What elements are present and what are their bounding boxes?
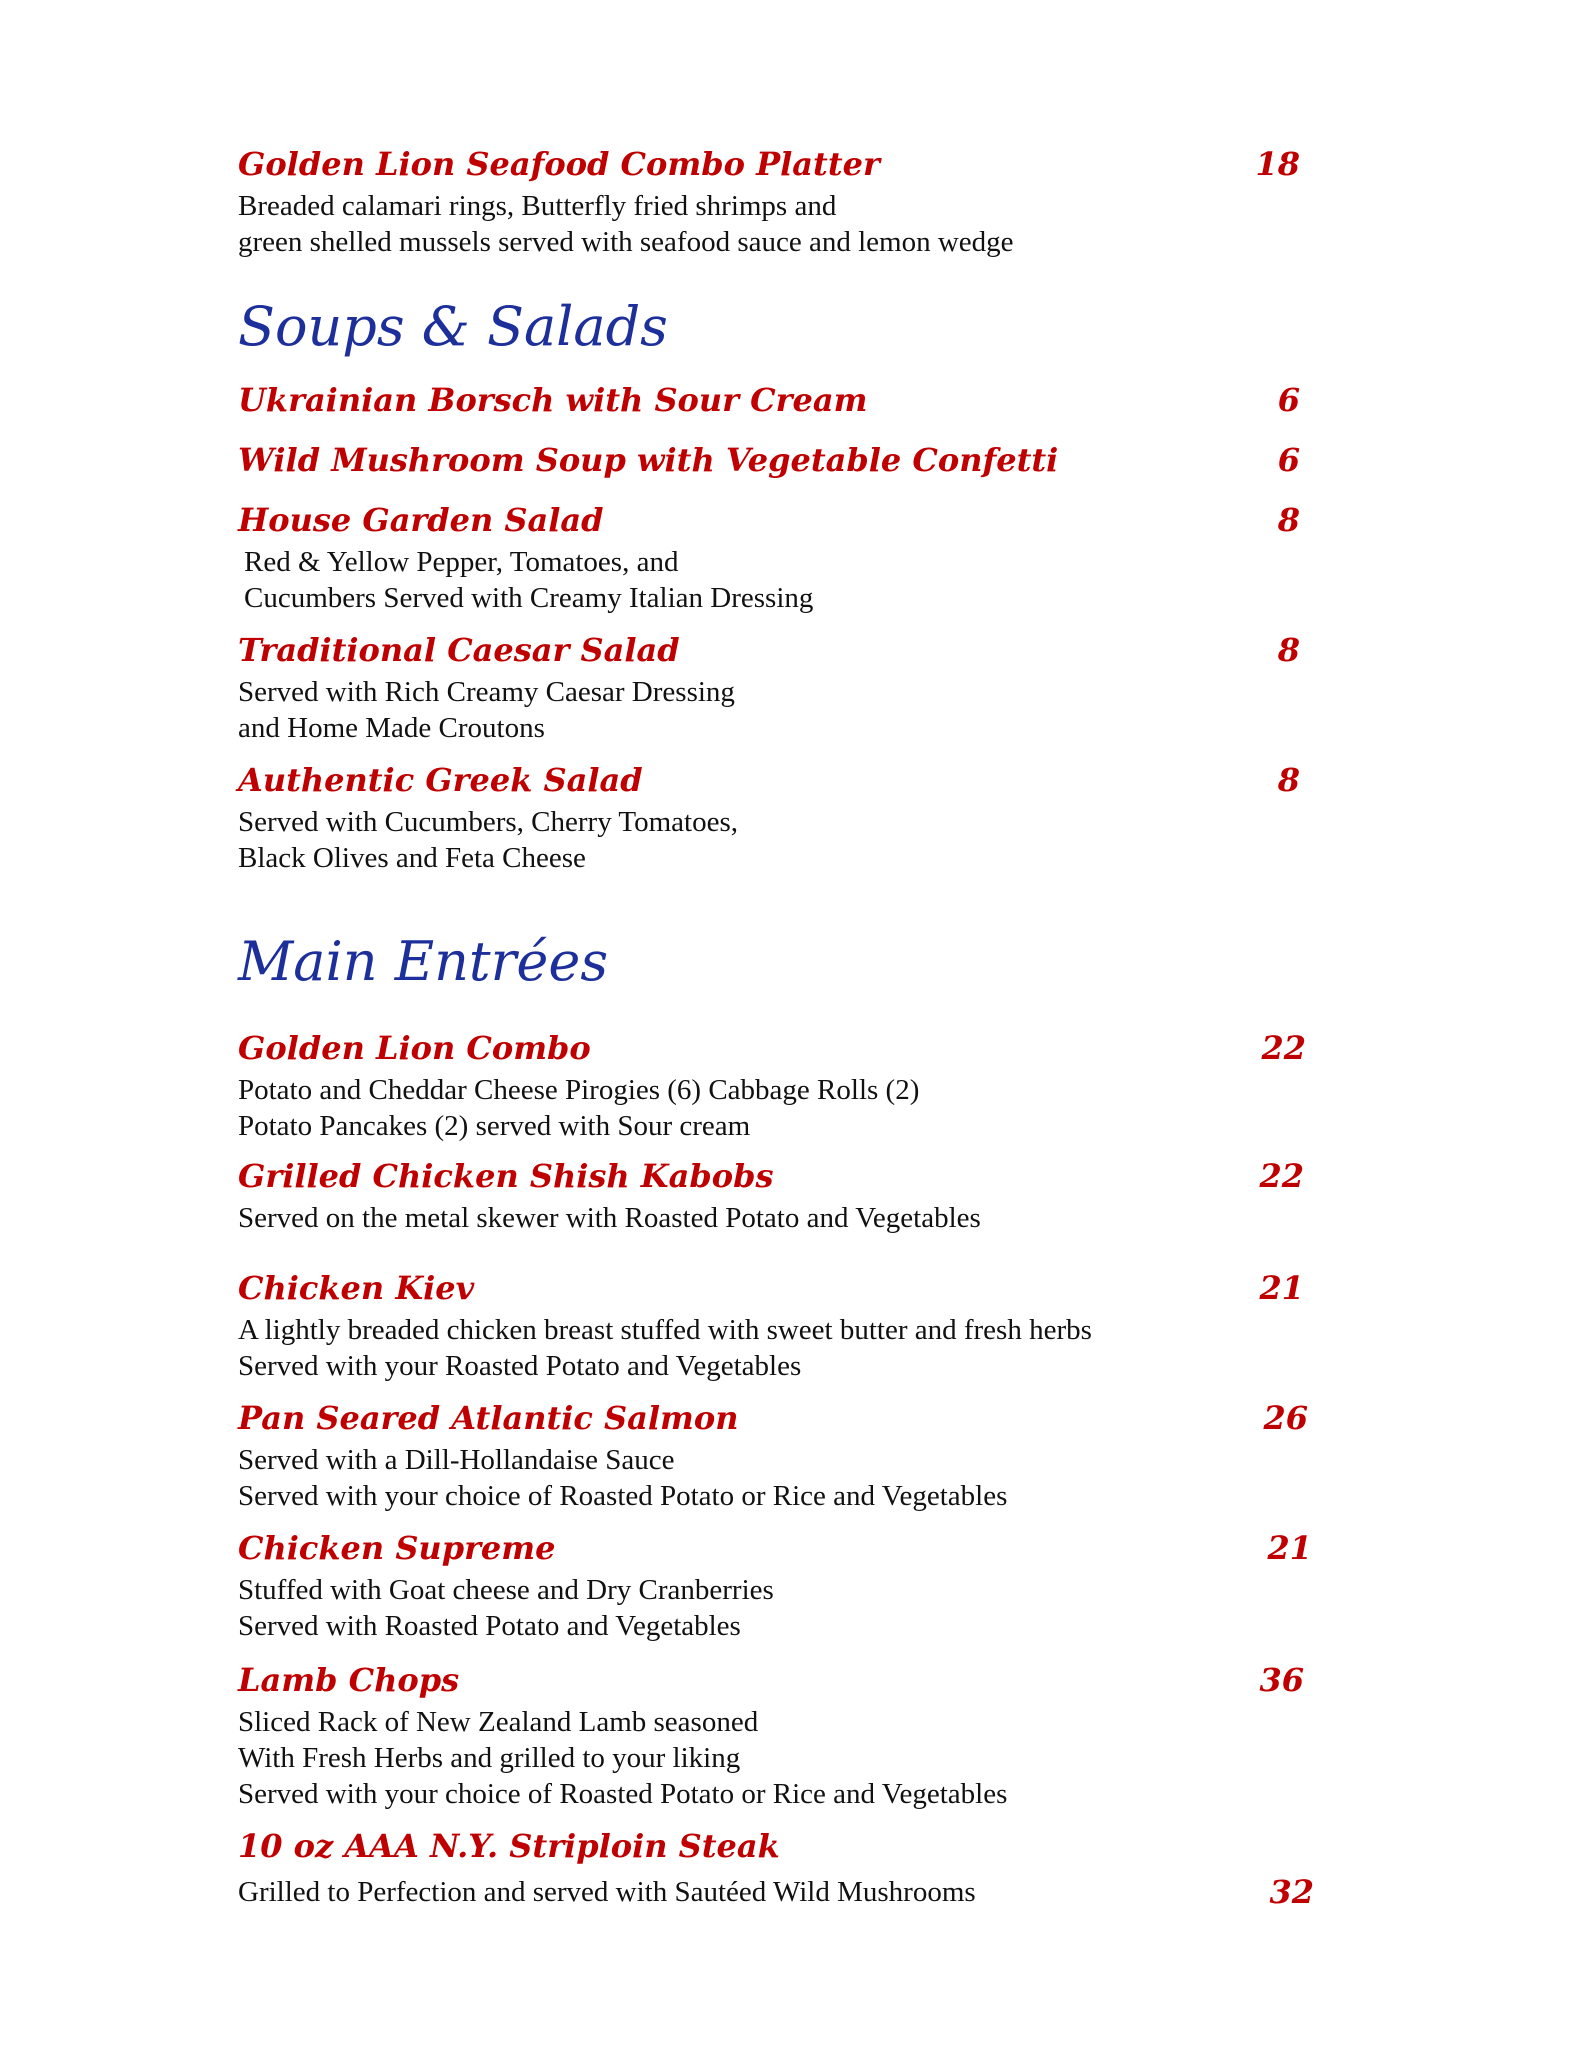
item-description-line: A lightly breaded chicken breast stuffed with sweet butter and fresh herbs: [238, 1314, 1092, 1346]
item-title: Ukrainian Borsch with Sour Cream: [238, 381, 868, 419]
item-price: 32: [1269, 1873, 1314, 1911]
item-description-line: Served with your choice of Roasted Potato or Rice and Vegetables: [238, 1480, 1008, 1512]
item-price: 21: [1267, 1529, 1312, 1567]
item-description-line: Served with Cucumbers, Cherry Tomatoes,: [238, 806, 739, 838]
item-price: 22: [1259, 1157, 1304, 1195]
item-description-line: and Home Made Croutons: [238, 712, 545, 744]
section-heading-main-entrees: Main Entrées: [238, 930, 609, 993]
item-description-line: Served with your Roasted Potato and Vegetables: [238, 1350, 802, 1382]
item-title: Wild Mushroom Soup with Vegetable Confetti: [238, 441, 1059, 479]
item-description-line: Served with Roasted Potato and Vegetables: [238, 1610, 741, 1642]
item-description-line: Stuffed with Goat cheese and Dry Cranberries: [238, 1574, 774, 1606]
item-title: Lamb Chops: [238, 1661, 460, 1699]
item-price: 21: [1259, 1269, 1304, 1307]
item-description-line: Potato and Cheddar Cheese Pirogies (6) Cabbage Rolls (2): [238, 1074, 920, 1106]
item-price: 8: [1277, 761, 1300, 799]
item-title: 10 oz AAA N.Y. Striploin Steak: [238, 1827, 780, 1865]
item-title: Chicken Kiev: [238, 1269, 475, 1307]
item-title: Golden Lion Combo: [238, 1029, 591, 1067]
item-description-line: Sliced Rack of New Zealand Lamb seasoned: [238, 1706, 759, 1738]
item-description-line: Served with Rich Creamy Caesar Dressing: [238, 676, 735, 708]
item-description-line: Served with a Dill-Hollandaise Sauce: [238, 1444, 675, 1476]
item-price: 6: [1277, 441, 1300, 479]
item-price: 8: [1277, 501, 1300, 539]
item-title: Traditional Caesar Salad: [238, 631, 680, 669]
item-description-line: Served on the metal skewer with Roasted Potato and Vegetables: [238, 1202, 981, 1234]
item-price: 36: [1259, 1661, 1304, 1699]
item-title: Chicken Supreme: [238, 1529, 556, 1567]
item-price: 18: [1255, 145, 1300, 183]
item-title: Authentic Greek Salad: [238, 761, 643, 799]
item-title: Grilled Chicken Shish Kabobs: [238, 1157, 774, 1195]
section-heading-soups-salads: Soups & Salads: [238, 295, 668, 358]
item-title: Pan Seared Atlantic Salmon: [238, 1399, 739, 1437]
item-description-line: Breaded calamari rings, Butterfly fried shrimps and: [238, 190, 837, 222]
item-price: 6: [1277, 381, 1300, 419]
item-price: 8: [1277, 631, 1300, 669]
item-title: Golden Lion Seafood Combo Platter: [238, 145, 880, 183]
item-price: 26: [1263, 1399, 1308, 1437]
item-description-line: With Fresh Herbs and grilled to your liking: [238, 1742, 741, 1774]
item-description-line: Red & Yellow Pepper, Tomatoes, and: [244, 546, 679, 578]
item-description-line: Grilled to Perfection and served with Sautéed Wild Mushrooms: [238, 1876, 976, 1908]
item-title: House Garden Salad: [238, 501, 604, 539]
item-description-line: Cucumbers Served with Creamy Italian Dressing: [244, 582, 814, 614]
item-description-line: green shelled mussels served with seafood sauce and lemon wedge: [238, 226, 1014, 258]
item-description-line: Served with your choice of Roasted Potato or Rice and Vegetables: [238, 1778, 1008, 1810]
item-description-line: Potato Pancakes (2) served with Sour cream: [238, 1110, 751, 1142]
item-description-line: Black Olives and Feta Cheese: [238, 842, 586, 874]
item-price: 22: [1261, 1029, 1306, 1067]
